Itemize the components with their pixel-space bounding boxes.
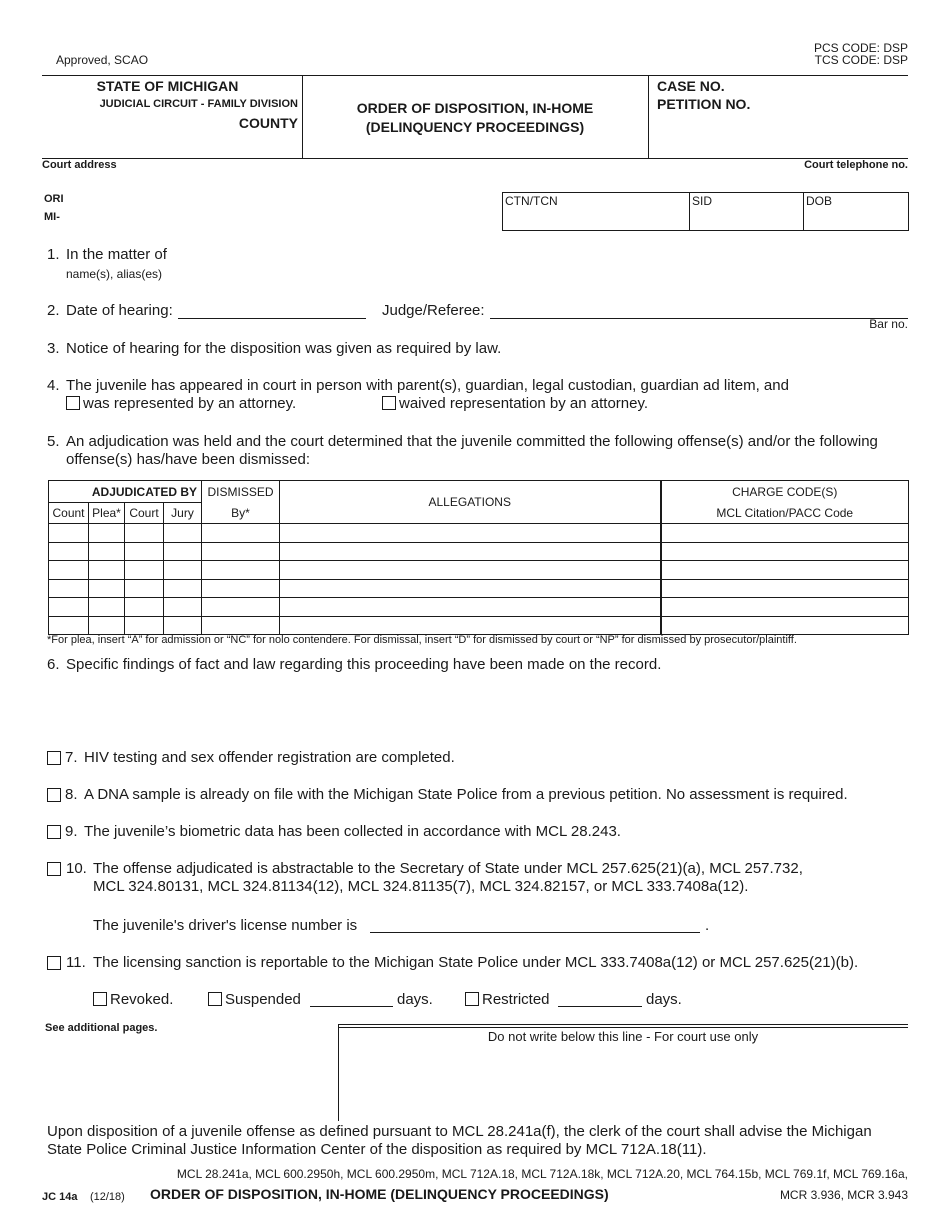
restricted-label: Restricted — [482, 991, 550, 1008]
item-11-checkbox[interactable] — [47, 956, 61, 970]
court-address-label: Court address — [42, 159, 117, 171]
item-9-text: The juvenile’s biometric data has been collected in accordance with MCL 28.243. — [84, 823, 621, 840]
item-10-number: 10. — [66, 860, 87, 877]
sid-field[interactable] — [690, 193, 804, 230]
state-label: STATE OF MICHIGAN — [96, 78, 239, 94]
mi-label: MI- — [44, 211, 60, 223]
judge-referee-field[interactable] — [490, 318, 908, 319]
allegations-header: ALLEGATIONS — [280, 481, 661, 524]
license-number-field[interactable] — [370, 932, 700, 933]
mcl-references: MCL 28.241a, MCL 600.2950h, MCL 600.2950m, MCL 712A.18, MCL 712A.18k, MCL 712A.20, MCL 764.15b, MCL 769.1f, MCL 769.16a, — [176, 1167, 908, 1181]
mcl-citation-header: MCL Citation/PACC Code — [661, 503, 909, 524]
table-footnote: *For plea, insert “A” for admission or “NC” for nolo contendere. For dismissal, insert “D” for dismissed by court or “NP” for dismissed by prosecutor/plaintiff. — [47, 634, 797, 646]
item-2-text: Date of hearing: — [66, 302, 173, 319]
item-7-text: HIV testing and sex offender registration are completed. — [84, 749, 455, 766]
item-8-number: 8. — [65, 786, 78, 803]
case-no-field[interactable]: CASE NO. — [657, 78, 725, 94]
court-header: Court — [125, 503, 164, 524]
adjudicated-by-header: ADJUDICATED BY — [49, 481, 202, 503]
item-10-line2: MCL 324.80131, MCL 324.81134(12), MCL 324.81135(7), MCL 324.82157, or MCL 333.7408a(12). — [93, 878, 749, 895]
revoked-option[interactable] — [93, 991, 173, 1008]
represented-label: was represented by an attorney. — [83, 395, 297, 412]
petition-no-field[interactable]: PETITION NO. — [657, 96, 751, 112]
court-use-top-rule-2 — [338, 1027, 908, 1028]
revoked-checkbox[interactable] — [93, 992, 107, 1006]
bar-no-label: Bar no. — [869, 317, 908, 331]
restricted-days-label: days. — [646, 991, 682, 1008]
item-1-number: 1. — [47, 246, 60, 263]
charge-codes-header: CHARGE CODE(S) — [661, 481, 909, 503]
form-title-line1: ORDER OF DISPOSITION, IN-HOME — [356, 100, 594, 116]
court-telephone-label: Court telephone no. — [804, 159, 908, 171]
item-9-number: 9. — [65, 823, 78, 840]
form-date: (12/18) — [89, 1191, 125, 1203]
item-4-number: 4. — [47, 377, 60, 394]
count-header: Count — [49, 503, 89, 524]
item-4-option-waived[interactable] — [382, 395, 648, 412]
suspended-days-field[interactable] — [310, 1006, 393, 1007]
item-4-text: The juvenile has appeared in court in person with parent(s), guardian, legal custodian, guardian ad litem, and — [66, 377, 789, 394]
ori-label: ORI — [44, 193, 64, 205]
item-3-text: Notice of hearing for the disposition was given as required by law. — [66, 340, 502, 357]
header-top-rule — [42, 75, 908, 76]
represented-checkbox[interactable] — [66, 396, 80, 410]
suspended-checkbox[interactable] — [208, 992, 222, 1006]
item-5-line1: An adjudication was held and the court determined that the juvenile committed the following offense(s) and/or the following — [66, 433, 878, 450]
item-5-line2: offense(s) has/have been dismissed: — [66, 451, 311, 468]
see-additional-pages: See additional pages. — [45, 1022, 158, 1034]
table-row[interactable] — [49, 579, 909, 598]
table-row[interactable] — [49, 524, 909, 543]
disposition-notice-line2: State Police Criminal Justice Information Center of the disposition as required by MCL 712A.18(11). — [47, 1141, 707, 1158]
identifier-boxes — [502, 192, 909, 231]
restricted-days-field[interactable] — [558, 1006, 642, 1007]
judge-referee-label: Judge/Referee: — [382, 302, 485, 319]
plea-header: Plea* — [89, 503, 125, 524]
mcr-references: MCR 3.936, MCR 3.943 — [779, 1188, 908, 1202]
dismissed-header: DISMISSED — [202, 481, 280, 503]
item-7-checkbox[interactable] — [47, 751, 61, 765]
offense-table — [48, 480, 909, 635]
table-row[interactable] — [49, 598, 909, 617]
table-row[interactable] — [49, 542, 909, 561]
header-divider-right — [648, 75, 649, 158]
tcs-code: TCS CODE: DSP — [814, 53, 908, 67]
item-7-number: 7. — [65, 749, 78, 766]
license-number-period: . — [705, 917, 710, 934]
sid-label: SID — [692, 194, 713, 208]
dob-field[interactable] — [804, 193, 908, 230]
pcs-code: PCS CODE: DSP — [813, 41, 908, 55]
header-divider-left — [302, 75, 303, 158]
restricted-checkbox[interactable] — [465, 992, 479, 1006]
item-8-text: A DNA sample is already on file with the Michigan State Police from a previous petition. No assessment is required. — [84, 786, 848, 803]
revoked-label: Revoked. — [110, 991, 174, 1008]
court-use-top-rule — [338, 1024, 908, 1025]
footer-form-title: ORDER OF DISPOSITION, IN-HOME (DELINQUENCY PROCEEDINGS) — [150, 1186, 609, 1202]
waived-checkbox[interactable] — [382, 396, 396, 410]
item-8-checkbox[interactable] — [47, 788, 61, 802]
item-5-number: 5. — [47, 433, 60, 450]
county-label: COUNTY — [238, 115, 298, 131]
table-row[interactable] — [49, 616, 909, 635]
item-10-line1: The offense adjudicated is abstractable to the Secretary of State under MCL 257.625(21)(a), MCL 257.732, — [93, 860, 803, 877]
ctn-tcn-label: CTN/TCN — [505, 194, 558, 208]
suspended-days-label: days. — [397, 991, 433, 1008]
item-1-sublabel: name(s), alias(es) — [66, 267, 163, 281]
dob-label: DOB — [806, 194, 833, 208]
item-10-checkbox[interactable] — [47, 862, 61, 876]
item-4-option-represented[interactable] — [66, 395, 296, 412]
jury-header: Jury — [164, 503, 202, 524]
hearing-date-field[interactable] — [178, 318, 366, 319]
circuit-label: JUDICIAL CIRCUIT - FAMILY DIVISION — [99, 98, 298, 110]
approved-label: Approved, SCAO — [56, 53, 149, 67]
suspended-option[interactable] — [208, 991, 301, 1008]
item-9-checkbox[interactable] — [47, 825, 61, 839]
restricted-option[interactable] — [465, 991, 550, 1008]
license-number-label: The juvenile's driver's license number is — [93, 917, 358, 934]
item-3-number: 3. — [47, 340, 60, 357]
table-row[interactable] — [49, 561, 909, 580]
header-bottom-rule-full — [42, 158, 908, 159]
form-footer-id — [42, 1187, 125, 1205]
item-11-number: 11. — [66, 954, 86, 971]
form-id: JC 14a — [42, 1191, 78, 1203]
waived-label: waived representation by an attorney. — [399, 395, 649, 412]
ctn-tcn-field[interactable] — [503, 193, 690, 230]
item-11-text: The licensing sanction is reportable to the Michigan State Police under MCL 333.7408a(12) or MCL 257.625(21)(b). — [93, 954, 859, 971]
court-use-notice: Do not write below this line - For court use only — [487, 1029, 759, 1044]
form-title-line2: (DELINQUENCY PROCEEDINGS) — [365, 119, 585, 135]
disposition-notice-line1: Upon disposition of a juvenile offense as defined pursuant to MCL 28.241a(f), the clerk of the court shall advise the Michigan — [47, 1123, 872, 1140]
by-header: By* — [202, 503, 280, 524]
item-1-text: In the matter of — [66, 246, 167, 263]
item-2-number: 2. — [47, 302, 60, 319]
item-6-number: 6. — [47, 656, 60, 673]
suspended-label: Suspended — [225, 991, 301, 1008]
item-6-text: Specific findings of fact and law regarding this proceeding have been made on the record. — [66, 656, 662, 673]
